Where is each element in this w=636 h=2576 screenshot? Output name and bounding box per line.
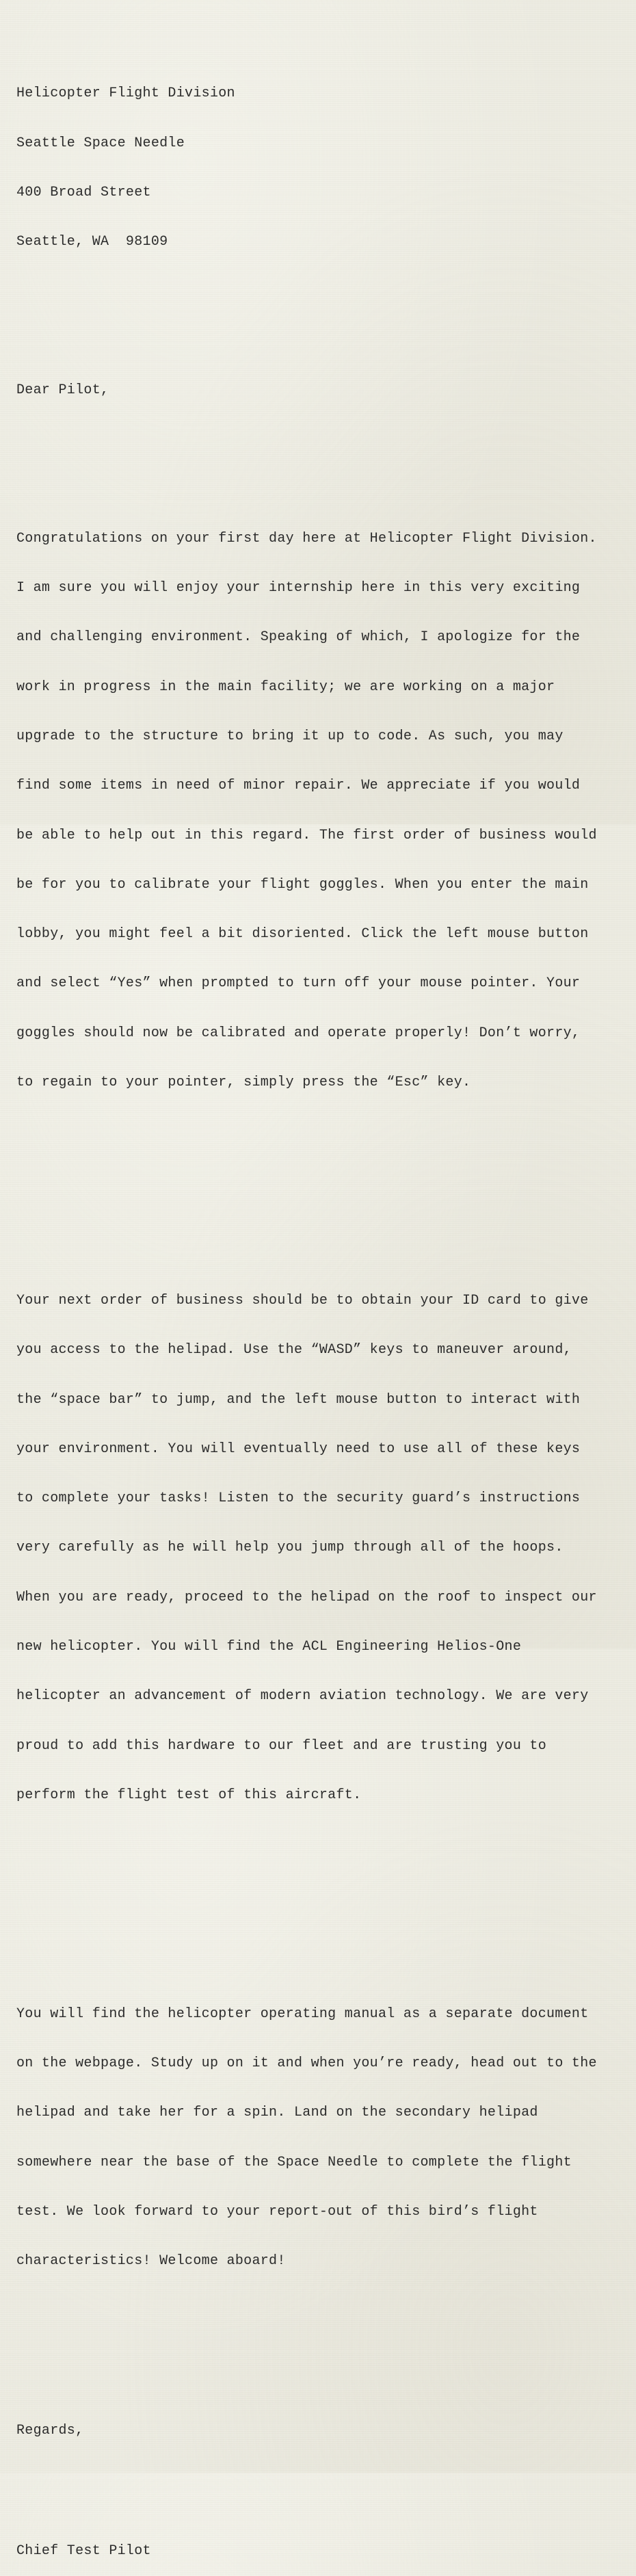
paragraph-2: [16, 1260, 632, 1837]
text-line: helipad and take her for a spin. Land on the secondary helipad: [16, 2105, 538, 2121]
address-line: 400 Broad Street: [16, 184, 151, 200]
text-line: somewhere near the base of the Space Needle to complete the flight: [16, 2154, 572, 2170]
text-line: find some items in need of minor repair. We appreciate if you would: [16, 778, 581, 794]
paragraph-1: [16, 498, 632, 1125]
text-line: When you are ready, proceed to the helipad on the roof to inspect our: [16, 1589, 597, 1605]
letter: [16, 20, 632, 2576]
signature: Chief Test Pilot: [16, 2542, 151, 2559]
sender-address: [16, 53, 632, 283]
text-line: helicopter an advancement of modern aviation technology. We are very: [16, 1688, 589, 1705]
paragraph-3: [16, 1973, 632, 2303]
text-line: Congratulations on your first day here at Helicopter Flight Division.: [16, 530, 597, 547]
text-line: I am sure you will enjoy your internship here in this very exciting: [16, 580, 581, 596]
text-line: on the webpage. Study up on it and when you’re ready, head out to the: [16, 2055, 597, 2072]
text-line: and select “Yes” when prompted to turn off your mouse pointer. Your: [16, 975, 581, 992]
address-line: Seattle Space Needle: [16, 135, 185, 151]
text-line: be able to help out in this regard. The first order of business would: [16, 827, 597, 843]
text-line: your environment. You will eventually need to use all of these keys: [16, 1441, 581, 1457]
text-line: very carefully as he will help you jump through all of the hoops.: [16, 1540, 564, 1556]
text-line: You will find the helicopter operating manual as a separate document: [16, 2006, 589, 2022]
text-line: new helicopter. You will find the ACL Engineering Helios-One: [16, 1639, 522, 1655]
closing: Regards,: [16, 2423, 84, 2439]
text-line: work in progress in the main facility; we are working on a major: [16, 679, 555, 695]
text-line: proud to add this hardware to our fleet and are trusting you to: [16, 1737, 547, 1754]
address-line: Helicopter Flight Division: [16, 86, 235, 102]
text-line: upgrade to the structure to bring it up to code. As such, you may: [16, 728, 564, 745]
text-line: characteristics! Welcome aboard!: [16, 2253, 286, 2270]
text-line: goggles should now be calibrated and operate properly! Don’t worry,: [16, 1025, 581, 1041]
text-line: Your next order of business should be to obtain your ID card to give: [16, 1293, 589, 1309]
text-line: to complete your tasks! Listen to the security guard’s instructions: [16, 1490, 581, 1507]
text-line: the “space bar” to jump, and the left mouse button to interact with: [16, 1391, 581, 1408]
text-line: to regain to your pointer, simply press the “Esc” key.: [16, 1075, 471, 1090]
address-line: Seattle, WA 98109: [16, 234, 168, 250]
text-line: you access to the helipad. Use the “WASD” keys to maneuver around,: [16, 1342, 572, 1358]
text-line: be for you to calibrate your flight goggles. When you enter the main: [16, 876, 589, 893]
text-line: test. We look forward to your report-out of this bird’s flight: [16, 2204, 538, 2220]
text-line: lobby, you might feel a bit disoriented. Click the left mouse button: [16, 926, 589, 943]
text-line: and challenging environment. Speaking of which, I apologize for the: [16, 629, 581, 646]
text-line: perform the flight test of this aircraft.: [16, 1787, 362, 1803]
salutation: Dear Pilot,: [16, 382, 109, 399]
